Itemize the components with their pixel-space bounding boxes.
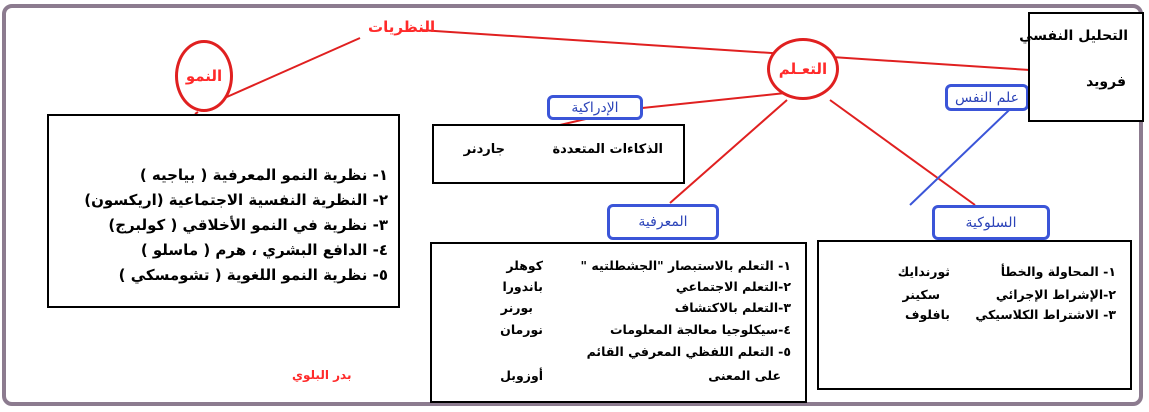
- psychoanalysis-box: [1019, 12, 1144, 122]
- growth-item-3: ٣- نظرية في النمو الأخلاقي ( كولبرج): [108, 216, 388, 234]
- cog-theory-3: ٣-التعلم بالاكتشاف: [674, 300, 791, 315]
- beh-theory-3: ٣- الاشتراط الكلاسيكي: [975, 307, 1116, 322]
- cog-theorist-4: نورمان: [500, 322, 543, 337]
- growth-item-4: ٤- الدافع البشري ، هرم ( ماسلو ): [140, 241, 388, 259]
- cognitive-label: المعرفية: [638, 214, 688, 230]
- growth-label: النمو: [185, 67, 223, 85]
- cognitive-node: [607, 204, 719, 240]
- cog-theory-6: على المعنى: [708, 368, 781, 383]
- cog-theorist-2: باندورا: [502, 279, 543, 294]
- psychoanalysis-title: التحليل النفسي: [1019, 28, 1128, 44]
- root-label: النظريات: [368, 18, 436, 36]
- growth-item-2: ٢- النظرية النفسية الاجتماعية (اريكسون): [84, 191, 388, 209]
- psychology-label: علم النفس: [954, 89, 1020, 106]
- behavioral-box: [817, 240, 1132, 390]
- cognitive-box: [430, 242, 807, 403]
- beh-theorist-3: بافلوف: [904, 307, 950, 322]
- line-learning-behavioral: [830, 100, 975, 205]
- growth-box: [47, 114, 400, 308]
- behavioral-node: [932, 205, 1050, 240]
- cog-theorist-1: كوهلر: [506, 258, 543, 273]
- cog-theorist-6: أوزوبل: [500, 368, 543, 383]
- cog-theory-2: ٢-التعلم الاجتماعي: [675, 279, 791, 294]
- cog-theory-5: ٥- التعلم اللفظي المعرفي القائم: [586, 344, 791, 359]
- mi-theorist: جاردنر: [463, 142, 505, 157]
- cog-theory-1: ١- التعلم بالاستبصار "الجشطلتيه ": [580, 258, 791, 273]
- author-label: بدر البلوي: [292, 368, 352, 382]
- growth-item-1: ١- نظرية النمو المعرفية ( بياجيه ): [139, 166, 388, 184]
- learning-label: التعـلم: [778, 60, 828, 78]
- line-root-psychoanalysis: [420, 30, 1030, 70]
- multiple-intelligences-box: [432, 124, 685, 184]
- psychology-node: [945, 84, 1029, 111]
- cog-theorist-3: بورنر: [500, 300, 533, 315]
- beh-theorist-2: سكينر: [902, 287, 940, 302]
- cog-theory-4: ٤-سيكلوجيا معالجة المعلومات: [609, 322, 791, 337]
- growth-item-5: ٥- نظرية النمو اللغوية ( تشومسكي ): [118, 266, 388, 284]
- perceptual-label: الإدراكية: [571, 99, 619, 116]
- behavioral-label: السلوكية: [965, 214, 1017, 231]
- perceptual-node: [547, 95, 643, 120]
- growth-node: [175, 40, 233, 112]
- line-root-growth: [220, 38, 360, 100]
- beh-theory-1: ١- المحاولة والخطأ: [1000, 264, 1116, 279]
- learning-node: [767, 38, 839, 100]
- line-learning-cognitive: [670, 100, 787, 203]
- beh-theorist-1: ثورندايك: [897, 264, 950, 279]
- mi-theory: الذكاءات المتعددة: [552, 142, 663, 157]
- psychoanalysis-name: فرويد: [1086, 74, 1126, 90]
- beh-theory-2: ٢-الإشراط الإجرائي: [995, 287, 1116, 302]
